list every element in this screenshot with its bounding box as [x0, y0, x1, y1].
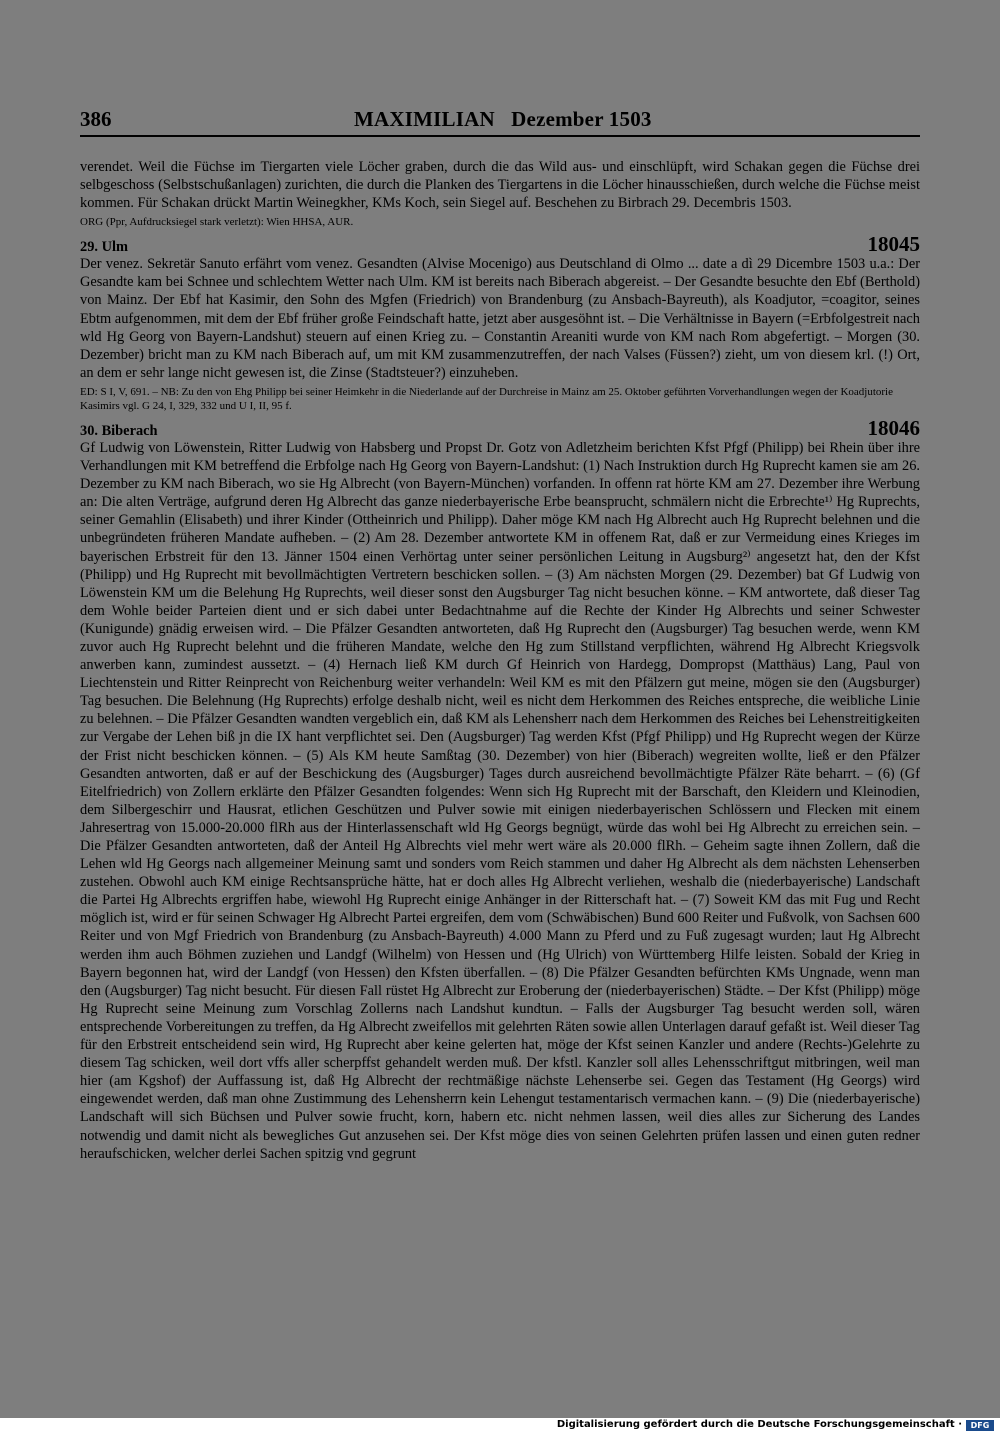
entry-place: 30. Biberach: [80, 422, 158, 439]
page-content: [80, 158, 920, 1163]
intro-paragraph: verendet. Weil die Füchse im Tiergarten viele Löcher graben, durch die das Wild aus- und einschlüpft, wird Schakan gegen die Füchse drei selbgeschoss (Selbstschußanlagen) zurichten, die durch die Planken des Tiergartens in die Löcher hinausschießen, durch welche die Füchse meist kommen. Für Schakan drückt Martin Weinegkher, KMs Koch, sein Siegel auf. Beschehen zu Birbrach 29. Decembris 1503.: [80, 159, 920, 212]
running-title: MAXIMILIAN Dezember 1503: [354, 107, 652, 131]
entry-number: 18046: [867, 415, 920, 440]
dfg-logo-icon: DFG: [966, 1420, 994, 1431]
entry-header: [80, 232, 920, 257]
entry-number: 18045: [867, 232, 920, 257]
intro-note: ORG (Ppr, Aufdrucksiegel stark verletzt): Wien HHSA, AUR.: [80, 216, 354, 229]
entry-note: ED: S I, V, 691. – NB: Zu den von Ehg Philipp bei seiner Heimkehr in die Niederlande auf der Durchreise in Mainz am 25. Oktober geführten Vorverhandlungen wegen der Koadjutorie Kasimirs vgl. G 24, I, 329, 332 und U I, II, 95 f.: [80, 385, 893, 412]
entry-text: Der venez. Sekretär Sanuto erfährt vom venez. Gesandten (Alvise Mocenigo) aus Deutschland di Olmo ... date a dì 29 Dicembre 1503 u.a.: Der Gesandte kam bei Schnee und schlechtem Wetter nach Ulm. KM ist bereits nach Biberach abgereist. – Der Gesandte besuchte den Ebf (Berthold) von Mainz. Der Ebf hat Kasimir, den Sohn des Mgfen (Friedrich) von Brandenburg (zu Ansbach-Bayreuth), als Koadjutor, =coagitor, seines Ebtm aufgenommen, mit dem der Ebf früher große Feindschaft hatte, jetzt aber ausgesöhnt ist. – Die Verhältnisse in Bayern (=Erbfolgestreit nach wld Hg Georg von Bayern-Landshut) steuern auf einen Krieg zu. – Constantin Areaniti wurde von KM nach Rom abgefertigt. – Morgen (30. Dezember) bricht man zu KM nach Biberach auf, um mit KM zusammenzutreffen, der nach Valses (Füssen?) zieht, um von diesem krl. (!) Ort, an dem er sehr lange nicht gewesen ist, die Zinse (Stadtsteuer?) einzuheben.: [80, 256, 920, 381]
header-rule: [80, 135, 920, 137]
entry-header: [80, 415, 920, 440]
page-header: [80, 107, 920, 137]
page-number: 386: [80, 107, 112, 131]
footer-bar: [0, 1418, 1000, 1434]
entry-text: Gf Ludwig von Löwenstein, Ritter Ludwig von Habsberg und Propst Dr. Gotz von Adletzheim berichten Kfst Pfgf (Philipp) bei Rhein über ihre Verhandlungen mit KM betreffend die Erbfolge nach Hg Georg von Bayern-Landshut: (1) Nach Instruktion durch Hg Ruprecht kamen sie am 26. Dezember zu KM nach Biberach, wo sie Hg Albrecht (von Bayern-München) vorfanden. In offenn rat hörte KM am 27. Dezember ihre Werbung an: Die alten Verträge, aufgrund deren Hg Albrecht das ganze niederbayerische Erbe beansprucht, schmälern nicht die Erbrechte¹⁾ Hg Ruprechts, seiner Gemahlin (Elisabeth) und ihrer Kinder (Ottheinrich und Philipp). Daher möge KM nach Hg Albrecht auch Hg Ruprecht belehnen und die unbegründeten früheren Mandate aufheben. – (2) Am 28. Dezember antwortete KM in offenem Rat, daß er zur Vermeidung eines Krieges im bayerischen Erbstreit für den 13. Jänner 1504 einen Verhörtag unter seiner persönlichen Leitung in Augsburg²⁾ angesetzt hat, den der Kfst (Philipp) und Hg Ruprecht mit bevollmächtigten Vertretern beschicken sollen. – (3) Am nächsten Morgen (29. Dezember) bat Gf Ludwig von Löwenstein KM um die Belehung Hg Ruprechts, weil dieser sonst den Augsburger Tag nicht besuchen könne. – KM antwortete, daß dieser Tag dem Wohle beider Parteien dient und er sich dabei unter Bedachtnahme auf die Rechte der Kinder Hg Albrechts und seiner Schwester (Kunigunde) gnädig erweisen wird. – Die Pfälzer Gesandten antworteten, daß Hg Ruprecht den (Augsburger) Tag besuchen werde, wenn KM zuvor auch Hg Ruprecht belehnt und die früheren Mandate, welche den Hg zum Stillstand verpflichten, während Hg Albrecht Kriegsvolk anwerben kann, zumindest aussetzt. – (4) Hernach ließ KM durch Gf Heinrich von Hardegg, Dompropst (Matthäus) Lang, Paul von Liechtenstein und Ritter Reinprecht von Reichenburg weiter verhandeln: Weil KM es mit den Pfälzern gut meine, mögen sie den (Augsburger) Tag besuchen. Die Belehnung (Hg Ruprechts) erfolge deshalb nicht, weil es nicht dem Herkommen des Reiches entspreche, die weibliche Linie zu belehnen. – Die Pfälzer Gesandten wandten vergeblich ein, daß KM als Lehensherr nach dem Herkommen des Reiches bei Lehenstreitigkeiten zur Vergabe der Lehen biß jn die IX hant verpflichtet sei. Den (Augsburger) Tag werden Kfst (Pfgf Philipp) und Hg Ruprecht wegen der Kürze der Frist nicht beschicken können. – (5) Als KM heute Samßtag (30. Dezember) von hier (Biberach) wegreiten wollte, ließ er den Pfälzer Gesandten antworten, daß er auf der Beschickung des (Augsburger) Tages durch ausreichend bevollmächtigte Pfälzer Räte beharrt. – (6) (Gf Eitelfriedrich) von Zollern erklärte den Pfälzer Gesandten folgendes: Wenn sich Hg Ruprecht mit der Barschaft, den Kleidern und Kleinodien, dem Silbergeschirr und Hausrat, etlichen Geschützen und Pulver sowie mit einigen niederbayerischen Schlössern und Flecken mit einem Jahresertrag von 15.000-20.000 flRh aus der Hinterlassenschaft wld Hg Georgs begnügt, würde das wohl bei Hg Albrecht zu erreichen sein. – Die Pfälzer Gesandten antworteten, daß der Anteil Hg Albrechts viel mehr wert wäre als 20.000 flRh. – Geheim sagte ihnen Zollern, daß die Lehen wld Hg Georgs nach allgemeiner Meinung samt und sonders vom Reich stammen und daher Hg Albrecht als dem nächsten Lehenserben zustehen. Obwohl auch KM einige Rechtsansprüche hätte, hat er doch alles Hg Albrecht verliehen, weshalb die (niederbayerische) Landschaft die Partei Hg Albrechts ergriffen habe, wiewohl Hg Ruprecht einige Anhänger in der Ritterschaft hat. – (7) Soweit KM das mit Fug und Recht möglich ist, wird er für seinen Schwager Hg Albrecht Partei ergreifen, dem vom (Schwäbischen) Bund 600 Reiter und Fußvolk, von Sachsen 600 Reiter und von Mgf Friedrich von Brandenburg (zu Ansbach-Bayreuth) 4.000 Mann zu Pferd und zu Fuß zugesagt wurden; laut Hg Albrecht werden ihm auch Böhmen zuziehen und Landgf (Wilhelm) von Hessen und (Hg Ulrich) von Württemberg Hilfe leisten. Sobald der Krieg in Bayern begonnen hat, wird der Landgf (von Hessen) den Kfsten überfallen. – (8) Die Pfälzer Gesandten befürchten KMs Ungnade, wenn man den (Augsburger) Tag nicht besucht. Für diesen Fall rüstet Hg Albrecht zur Eroberung der (niederbayerischen) Städte. – Der Kfst (Philipp) möge Hg Ruprecht seine Meinung zum Vorschlag Zollerns nach Landshut kundtun. – Falls der Augsburger Tag besucht werden soll, wären entsprechende Vorbereitungen zu treffen, da Hg Albrecht zweifellos mit gelehrten Räten sowie allen Unterlagen darauf gefaßt ist. Weil dieser Tag für den Erbstreit entscheidend sein wird, Hg Ruprecht aber keine gelerten hat, möge der Kfst seinen Kanzler und andere (Rechts-)Gelehrte zu diesem Tag schicken, weil dort vffs aller scherpffst gehandelt werden muß. Der kfstl. Kanzler soll alles Lehensschriftgut mitbringen, weil man hier (am Kgshof) der Auffassung ist, daß Hg Albrecht der rechtmäßige nächste Lehenserbe sei. Gegen das Testament (Hg Georgs) wird eingewendet werden, daß man ohne Zustimmung des Lehensherrn kein Lehengut testamentarisch vermachen kann. – (9) Die (niederbayerische) Landschaft will sich Büchsen und Pulver sowie frucht, korn, habern etc. nicht nehmen lassen, weil dies alles zur Sicherung des Landes notwendig und damit nicht als bewegliches Gut anzusehen sei. Der Kfst möge dies von seinen Gelehrten prüfen lassen und einen guten redner heraufschicken, welcher derlei Sachen spitzig vnd gegrunt: [80, 439, 920, 1162]
entry-place: 29. Ulm: [80, 239, 128, 256]
footer-credit: Digitalisierung gefördert durch die Deutsche Forschungsgemeinschaft ·: [556, 1419, 962, 1430]
